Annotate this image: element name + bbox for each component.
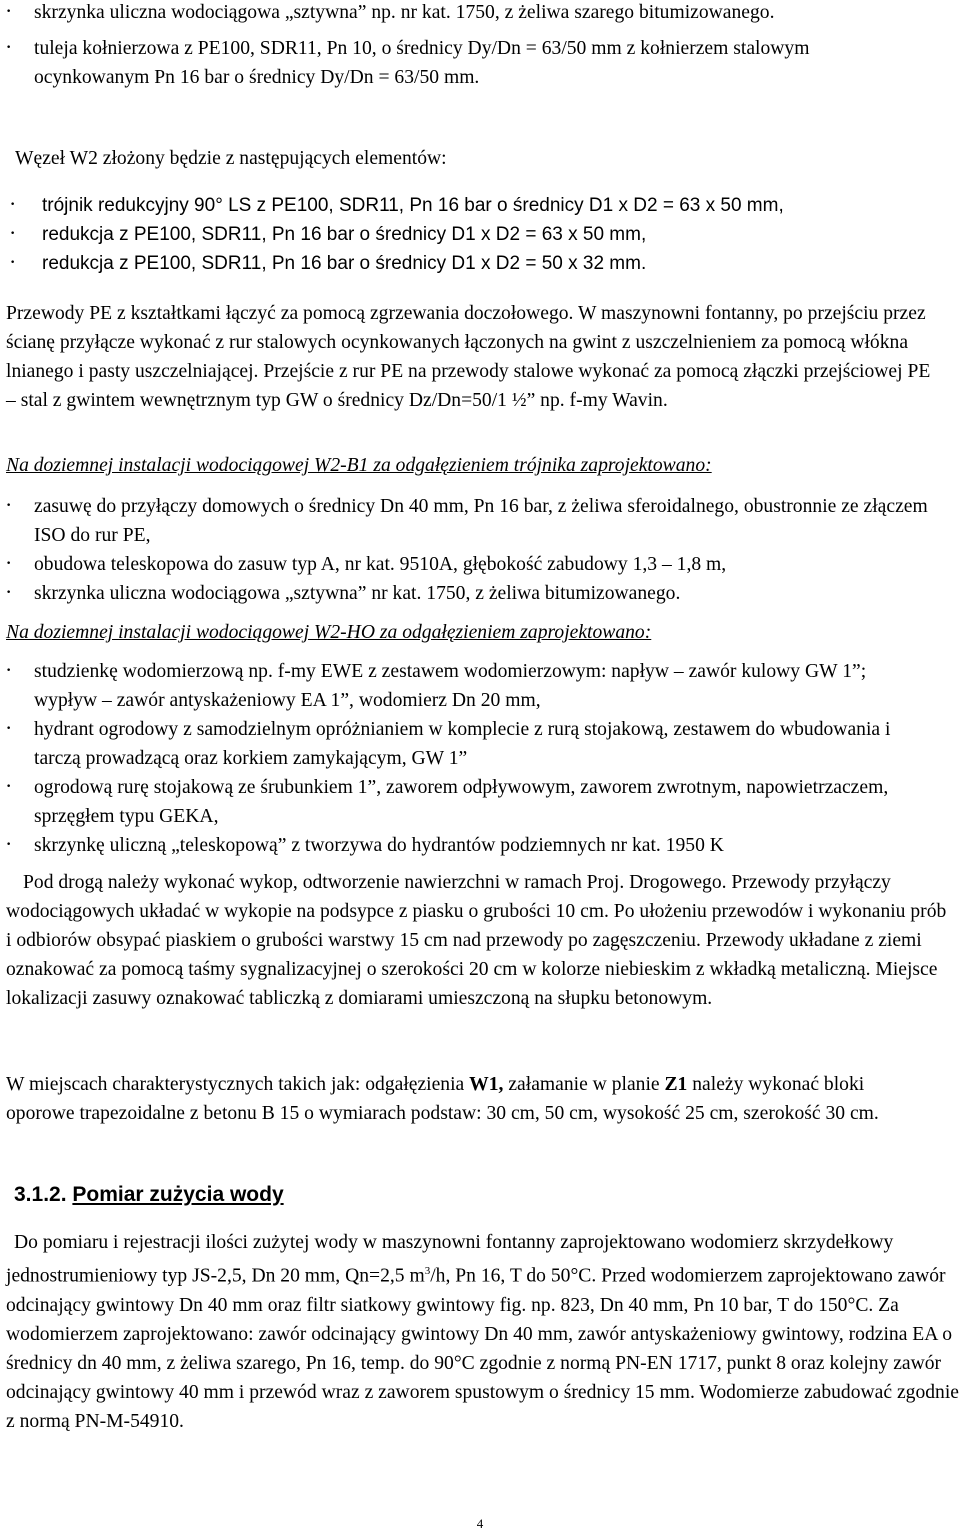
list-item: • zasuwę do przyłączy domowych o średnicy Dn 40 mm, Pn 16 bar, z żeliwa sferoidalnego, obustronnie ze złączem ISO do rur PE, [34, 492, 944, 550]
w2-heading: Węzeł W2 złożony będzie z następujących elementów: [15, 148, 447, 169]
bullet-icon: • [6, 782, 12, 792]
bullet-icon: • [10, 229, 16, 239]
section-number: 3.1.2. [14, 1183, 67, 1206]
w2-list [0, 191, 942, 278]
w2-list-block [0, 191, 960, 278]
top-list [0, 0, 924, 92]
list-item: • tuleja kołnierzowa z PE100, SDR11, Pn 10, o średnicy Dy/Dn = 63/50 mm z kołnierzem stalowym ocynkowanym Pn 16 bar o średnicy Dy/Dn = 63/50 mm. [34, 34, 924, 92]
bullet-icon: • [6, 501, 12, 511]
list-item: • hydrant ogrodowy z samodzielnym opróżnianiem w komplecie z rurą stojakową, zestawem do wbudowania i tarczą prowadzącą oraz korkiem zamykającym, GW 1” [34, 715, 924, 773]
b1-heading: Na doziemnej instalacji wodociągowej W2-B1 za odgałęzieniem trójnika zaprojektowano: [6, 455, 712, 476]
bullet-icon: • [6, 666, 12, 676]
ho-heading: Na doziemnej instalacji wodociągowej W2-HO za odgałęzieniem zaprojektowano: [6, 622, 652, 643]
list-item: • studzienkę wodomierzową np. f-my EWE z zestawem wodomierzowym: napływ – zawór kulowy GW 1”; wypływ – zawór antyskażeniowy EA 1”, wodomierz Dn 20 mm, [34, 657, 924, 715]
bullet-icon: • [6, 588, 12, 598]
bullet-icon: • [6, 43, 12, 53]
bullet-icon: • [6, 7, 12, 17]
bullet-icon: • [10, 200, 16, 210]
bullet-icon: • [6, 724, 12, 734]
paragraph-bloki: W miejscach charakterystycznych takich jak: odgałęzienia W1, załamanie w planie Z1 należy wykonać bloki oporowe trapezoidalne z betonu B 15 o wymiarach podstaw: 30 cm, 50 cm, wysokość 25 cm, szerokość 30 cm. [6, 1074, 879, 1124]
list-item: • redukcja z PE100, SDR11, Pn 16 bar o średnicy D1 x D2 = 63 x 50 mm, [42, 220, 942, 249]
ho-list-block [0, 657, 960, 860]
section-title: Pomiar zużycia wody [72, 1183, 284, 1206]
b1-list [0, 492, 944, 608]
list-item: • ogrodową rurę stojakową ze śrubunkiem 1”, zaworem odpływowym, zaworem zwrotnym, napowietrzaczem, sprzęgłem typu GEKA, [34, 773, 924, 831]
list-item: • skrzynkę uliczną „teleskopową” z tworzywa do hydrantów podziemnych nr kat. 1950 K [34, 831, 924, 860]
paragraph-pod-droga: Pod drogą należy wykonać wykop, odtworzenie nawierzchni w ramach Proj. Drogowego. Przewody przyłączy wodociągowych układać w wykopie na podsypce z piasku o grubości 10 cm. Po ułożeniu przewodów i wykonaniu prób i odbiorów obsypać piaskiem o grubości warstwy 15 cm nad przewody po zagęszczeniu. Przewody układane z ziemi oznakować za pomocą taśmy sygnalizacyjnej o szerokości 20 cm w kolorze niebieskim z wkładką metaliczną. Miejsce lokalizacji zasuwy oznakować tabliczką z domiarami umieszczoną na słupku betonowym. [6, 872, 947, 1009]
list-item: • skrzynka uliczna wodociągowa „sztywna” np. nr kat. 1750, z żeliwa szarego bitumizowanego. [34, 0, 924, 27]
bullet-icon: • [6, 840, 12, 850]
paragraph-pomiar: Do pomiaru i rejestracji ilości zużytej wody w maszynowni fontanny zaprojektowano wodomierz skrzydełkowy jednostrumieniowy typ JS-2,5, Dn 20 mm, Qn=2,5 $m^3/h$, Pn 16, T do 50°C. Przed wodomierzem zaprojektowano zawór odcinający gwintowy Dn 40 mm oraz filtr siatkowy gwintowy fig. np. 823, Dn 40 mm, Pn 10 bar, T do 150°C. Za wodomierzem zaprojektowano: zawór odcinający gwintowy Dn 40 mm, zawór antyskażeniowy gwintowy, rodzina EA o średnicy dn 40 mm, z żeliwa szarego, Pn 16, temp. do 90°C zgodnie z normą PN-EN 1717, punkt 8 oraz kolejny zawór odcinający gwintowy 40 mm i przewód wraz z zaworem spustowym o średnicy 15 mm. Wodomierze zabudować zgodnie z normą PN-M-54910. [6, 1232, 959, 1432]
top-list-block [0, 0, 960, 92]
list-item: • trójnik redukcyjny 90° LS z PE100, SDR11, Pn 16 bar o średnicy D1 x D2 = 63 x 50 mm, [42, 191, 942, 220]
list-item: • obudowa teleskopowa do zasuw typ A, nr kat. 9510A, głębokość zabudowy 1,3 – 1,8 m, [34, 550, 944, 579]
list-item: • skrzynka uliczna wodociągowa „sztywna” nr kat. 1750, z żeliwa bitumizowanego. [34, 579, 944, 608]
list-item: • redukcja z PE100, SDR11, Pn 16 bar o średnicy D1 x D2 = 50 x 32 mm. [42, 249, 942, 278]
section-heading [0, 1179, 960, 1211]
bullet-icon: • [10, 258, 16, 268]
bullet-icon: • [6, 559, 12, 569]
ho-list [0, 657, 924, 860]
paragraph-przewody: Przewody PE z kształtkami łączyć za pomocą zgrzewania doczołowego. W maszynowni fontanny, po przejściu przez ścianę przyłącze wykonać z rur stalowych ocynkowanych łączonych na gwint z uszczelnieniem za pomocą włókna lnianego i pasty uszczelniającej. Przejście z rur PE na przewody stalowe wykonać za pomocą złączki przejściowej PE – stal z gwintem wewnętrznym typ GW o średnicy Dz/Dn=50/1 ½” np. f-my Wavin. [6, 303, 931, 411]
page-number: 4 [476, 1516, 484, 1531]
b1-list-block [0, 492, 960, 608]
